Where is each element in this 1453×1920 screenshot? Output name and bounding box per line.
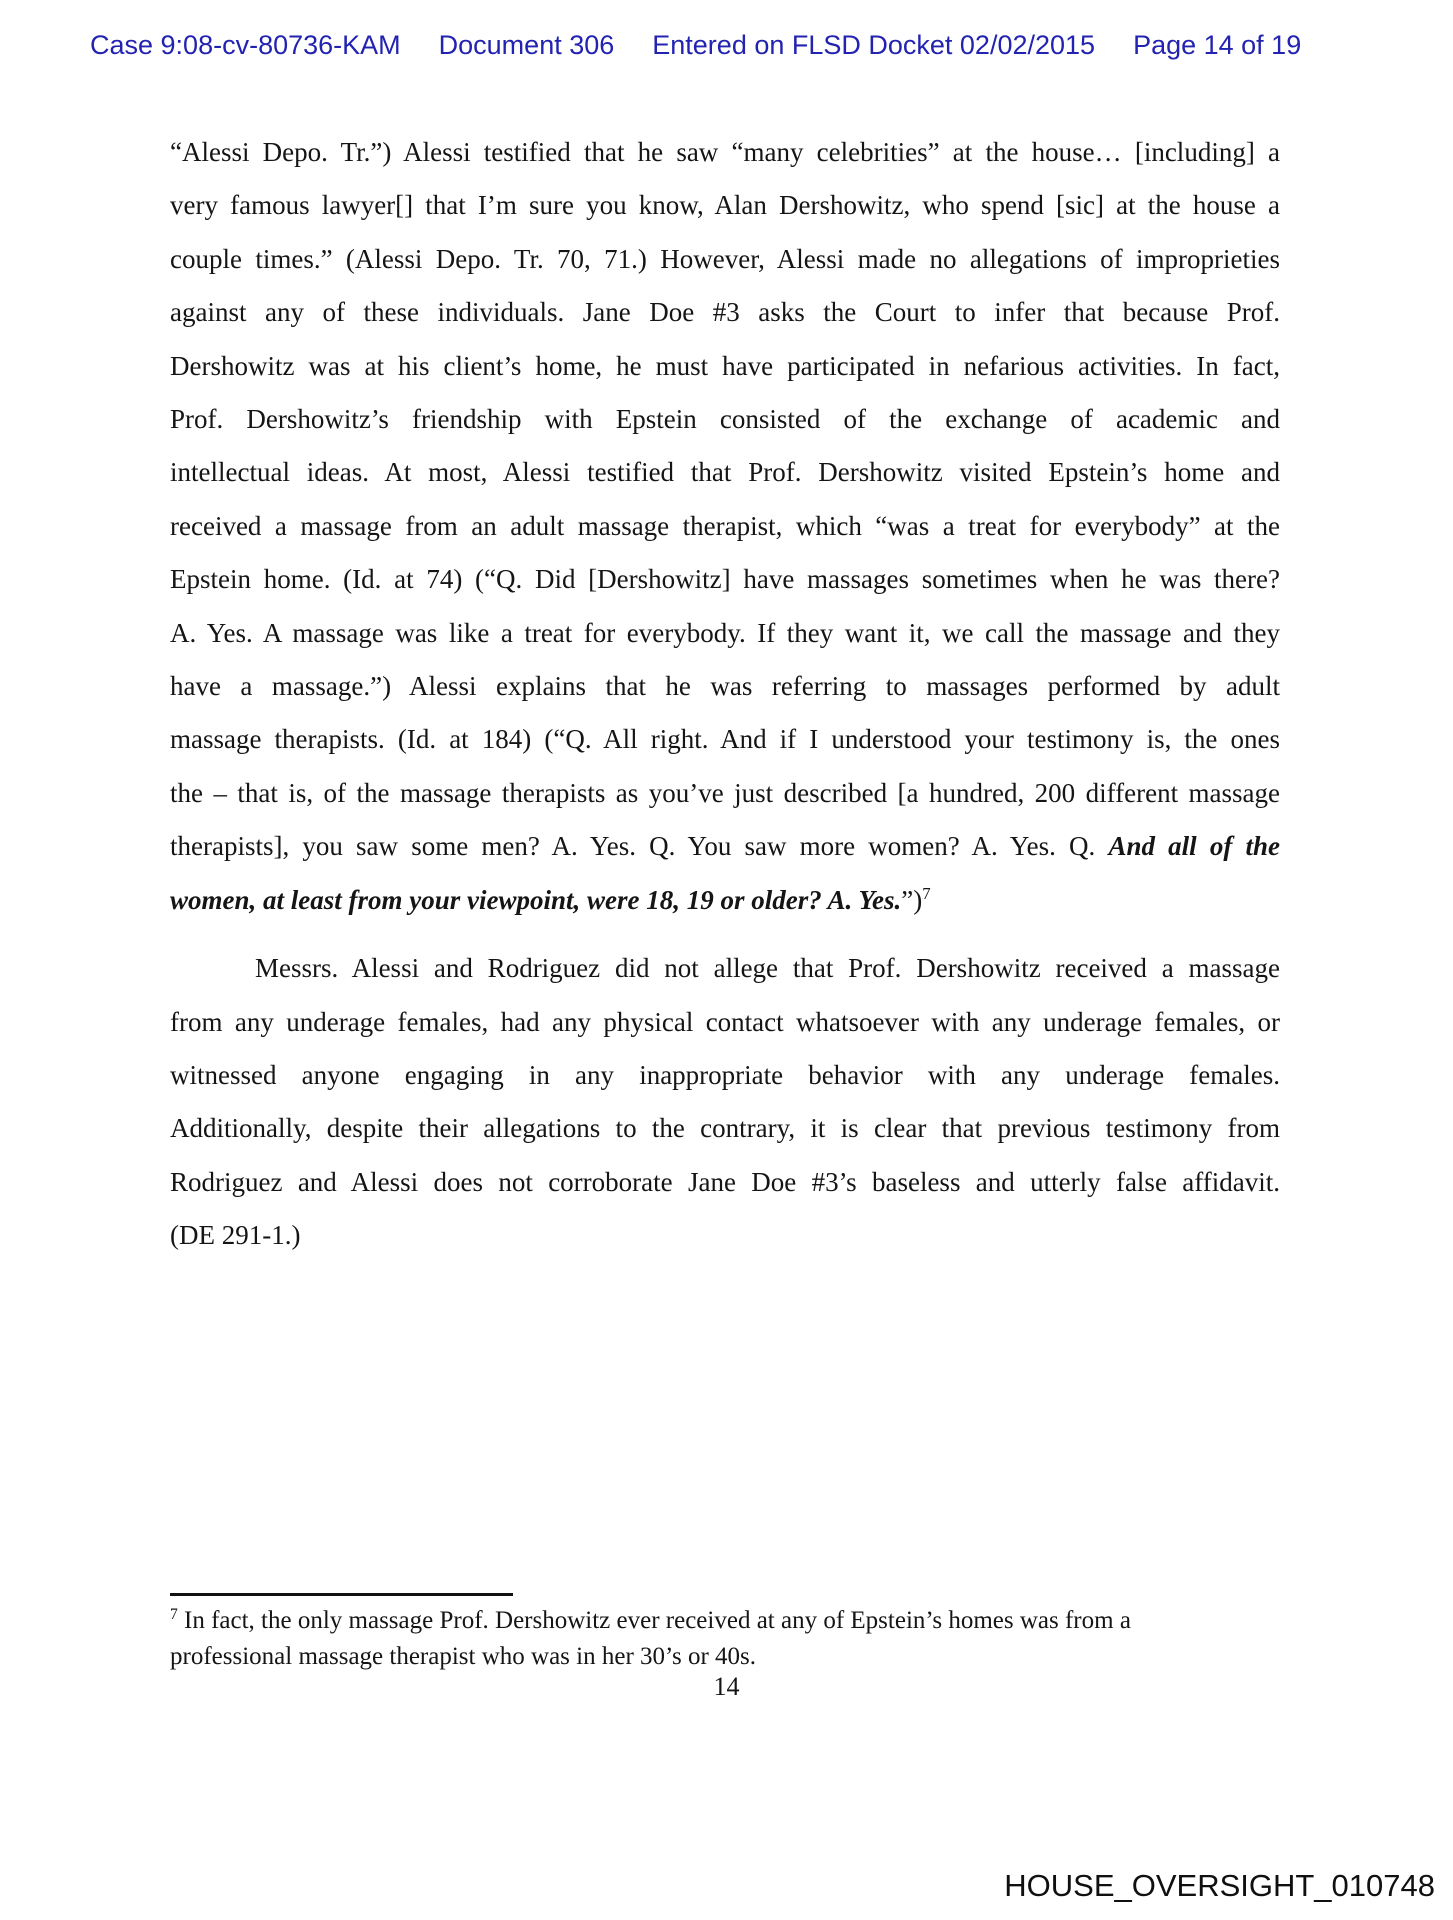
- text-segment: (DE 291-1.): [170, 1220, 301, 1251]
- text-line: [170, 874, 1280, 930]
- footnote-separator-rule: [170, 1593, 513, 1596]
- text-line: [170, 996, 1280, 1049]
- text-segment: very famous lawyer[] that I’m sure you know, Alan Dershowitz, who spend [sic] at the house a: [170, 190, 1280, 221]
- bold-italic-text: And all of the: [1108, 831, 1281, 862]
- text-segment: have a massage.”) Alessi explains that he was referring to massages performed by adult: [170, 671, 1280, 702]
- text-segment: massage therapists. (Id. at 184) (“Q. All right. And if I understood your testimony is, the ones: [170, 724, 1280, 755]
- text-segment: couple times.” (Alessi Depo. Tr. 70, 71.) However, Alessi made no allegations of improprieties: [170, 243, 1280, 274]
- header-page-indicator: Page 14 of 19: [1133, 30, 1302, 60]
- text-line: [170, 767, 1280, 820]
- text-segment: “Alessi Depo. Tr.”) Alessi testified that he saw “many celebrities” at the house… [including] a: [170, 137, 1280, 167]
- text-segment: In fact, the only massage Prof. Dershowitz ever received at any of Epstein’s homes was from a: [177, 1607, 1131, 1634]
- text-line: [170, 500, 1280, 553]
- text-line: [170, 713, 1280, 766]
- text-line: [170, 1156, 1280, 1209]
- text-segment: Prof. Dershowitz’s friendship with Epstein consisted of the exchange of academic and: [170, 404, 1280, 435]
- text-segment: from any underage females, had any physical contact whatsoever with any underage females, or: [170, 1006, 1280, 1037]
- header-docket-entry: Entered on FLSD Docket 02/02/2015: [652, 30, 1096, 60]
- text-segment: Additionally, despite their allegations to the contrary, it is clear that previous testimony from: [170, 1113, 1280, 1144]
- text-line: [170, 286, 1280, 339]
- bold-italic-text: women, at least from your viewpoint, were 18, 19 or older? A. Yes.: [170, 884, 902, 915]
- paragraph-alessi-testimony: [170, 126, 1280, 930]
- text-line: [170, 1049, 1280, 1102]
- page-number: 14: [713, 1672, 740, 1701]
- text-segment: witnessed anyone engaging in any inappropriate behavior with any underage females.: [170, 1059, 1280, 1090]
- paragraph-messrs-conclusion: [170, 942, 1280, 1262]
- text-line: [170, 1209, 1280, 1262]
- text-segment: received a massage from an adult massage therapist, which “was a treat for everybody” at the: [170, 510, 1280, 541]
- text-segment: intellectual ideas. At most, Alessi testified that Prof. Dershowitz visited Epstein’s home and: [170, 457, 1280, 488]
- text-line: [170, 179, 1280, 232]
- text-line: [170, 820, 1280, 873]
- text-line: [170, 233, 1280, 286]
- text-segment: Dershowitz was at his client’s home, he must have participated in nefarious activities. In fact,: [170, 350, 1280, 381]
- text-segment: Epstein home. (Id. at 74) (“Q. Did [Dershowitz] have massages sometimes when he was there?: [170, 564, 1280, 595]
- text-segment: the – that is, of the massage therapists as you’ve just described [a hundred, 200 different massage: [170, 777, 1280, 808]
- text-segment: ”): [901, 884, 923, 915]
- header-case-number: Case 9:08-cv-80736-KAM: [90, 30, 401, 60]
- text-line: [170, 942, 1280, 995]
- document-body: [170, 126, 1280, 1263]
- footnote-7: [170, 1604, 1280, 1673]
- text-line: [170, 393, 1280, 446]
- text-line: [170, 660, 1280, 713]
- text-segment: professional massage therapist who was in her 30’s or 40s.: [170, 1643, 756, 1670]
- case-caption-header: [90, 30, 1301, 61]
- text-segment: Rodriguez and Alessi does not corroborate Jane Doe #3’s baseless and utterly false affidavit.: [170, 1166, 1280, 1197]
- bates-stamp: HOUSE_OVERSIGHT_010748: [1004, 1868, 1435, 1903]
- text-line: [170, 607, 1280, 660]
- text-line: [170, 1640, 1280, 1673]
- footnote-reference-superscript: 7: [170, 1606, 178, 1624]
- text-line: [170, 553, 1280, 606]
- text-line: [170, 446, 1280, 499]
- text-segment: Messrs. Alessi and Rodriguez did not allege that Prof. Dershowitz received a massage: [255, 953, 1280, 984]
- text-segment: A. Yes. A massage was like a treat for everybody. If they want it, we call the massage and they: [170, 617, 1280, 648]
- text-line: [170, 1604, 1280, 1640]
- text-line: [170, 340, 1280, 393]
- text-line: [170, 1102, 1280, 1155]
- footnote-reference-superscript: 7: [922, 884, 931, 904]
- text-segment: against any of these individuals. Jane Doe #3 asks the Court to infer that because Prof.: [170, 297, 1280, 328]
- text-line: [170, 126, 1280, 179]
- text-segment: therapists], you saw some men? A. Yes. Q. You saw more women? A. Yes. Q.: [170, 831, 1109, 862]
- header-document-number: Document 306: [438, 30, 615, 60]
